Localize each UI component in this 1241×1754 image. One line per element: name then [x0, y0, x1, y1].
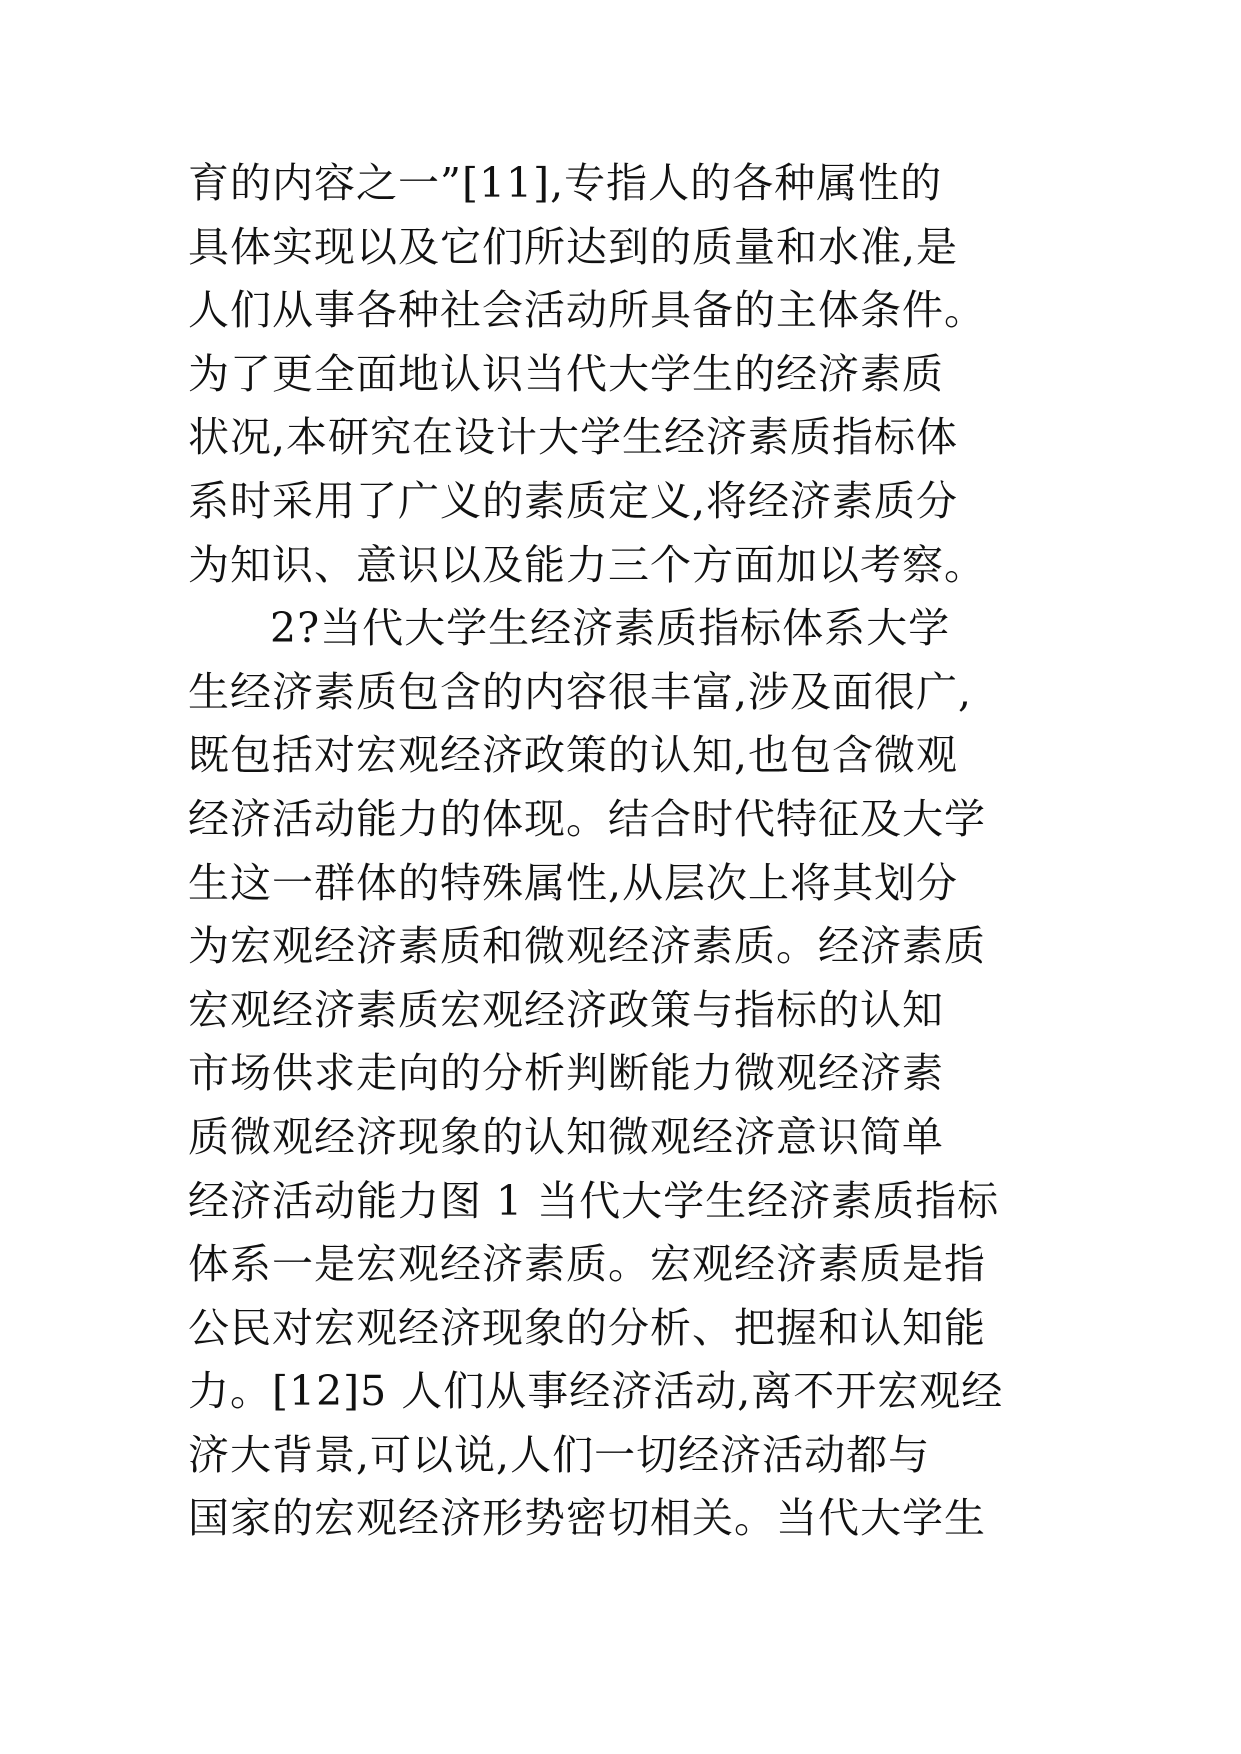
text-line: 体系一是宏观经济素质。宏观经济素质是指 — [188, 1240, 986, 1289]
body-text — [188, 152, 1068, 1551]
text-line: 济大背景,可以说,人们一切经济活动都与 — [188, 1430, 931, 1479]
text-line: 公民对宏观经济现象的分析、把握和认知能 — [188, 1303, 986, 1352]
text-line: 质微观经济现象的认知微观经济意识简单 — [188, 1112, 944, 1161]
text-line: 为宏观经济素质和微观经济素质。经济素质 — [188, 922, 986, 971]
text-line: 既包括对宏观经济政策的认知,也包含微观 — [188, 731, 959, 780]
text-line: 为了更全面地认识当代大学生的经济素质 — [188, 349, 944, 398]
text-line: 国家的宏观经济形势密切相关。当代大学生 — [188, 1494, 986, 1543]
text-line: 育的内容之一”[11],专指人的各种属性的 — [188, 159, 943, 207]
text-line: 具体实现以及它们所达到的质量和水准,是 — [188, 222, 959, 271]
text-line: 力。[12]5 人们从事经济活动,离不开宏观经 — [188, 1367, 1004, 1416]
text-line: 经济活动能力图 1 当代大学生经济素质指标 — [188, 1176, 1000, 1225]
text-line: 系时采用了广义的素质定义,将经济素质分 — [188, 476, 959, 525]
text-line: 经济活动能力的体现。结合时代特征及大学 — [188, 794, 986, 843]
section-heading-line: 2?当代大学生经济素质指标体系大学 — [270, 604, 951, 653]
text-line: 生经济素质包含的内容很丰富,涉及面很广, — [188, 667, 973, 716]
text-line: 为知识、意识以及能力三个方面加以考察。 — [188, 540, 986, 589]
text-line: 宏观经济素质宏观经济政策与指标的认知 — [188, 985, 944, 1034]
text-line: 生这一群体的特殊属性,从层次上将其划分 — [188, 858, 959, 907]
text-line: 状况,本研究在设计大学生经济素质指标体 — [188, 413, 959, 462]
text-line: 人们从事各种社会活动所具备的主体条件。 — [188, 286, 986, 335]
text-line: 市场供求走向的分析判断能力微观经济素 — [188, 1049, 944, 1098]
